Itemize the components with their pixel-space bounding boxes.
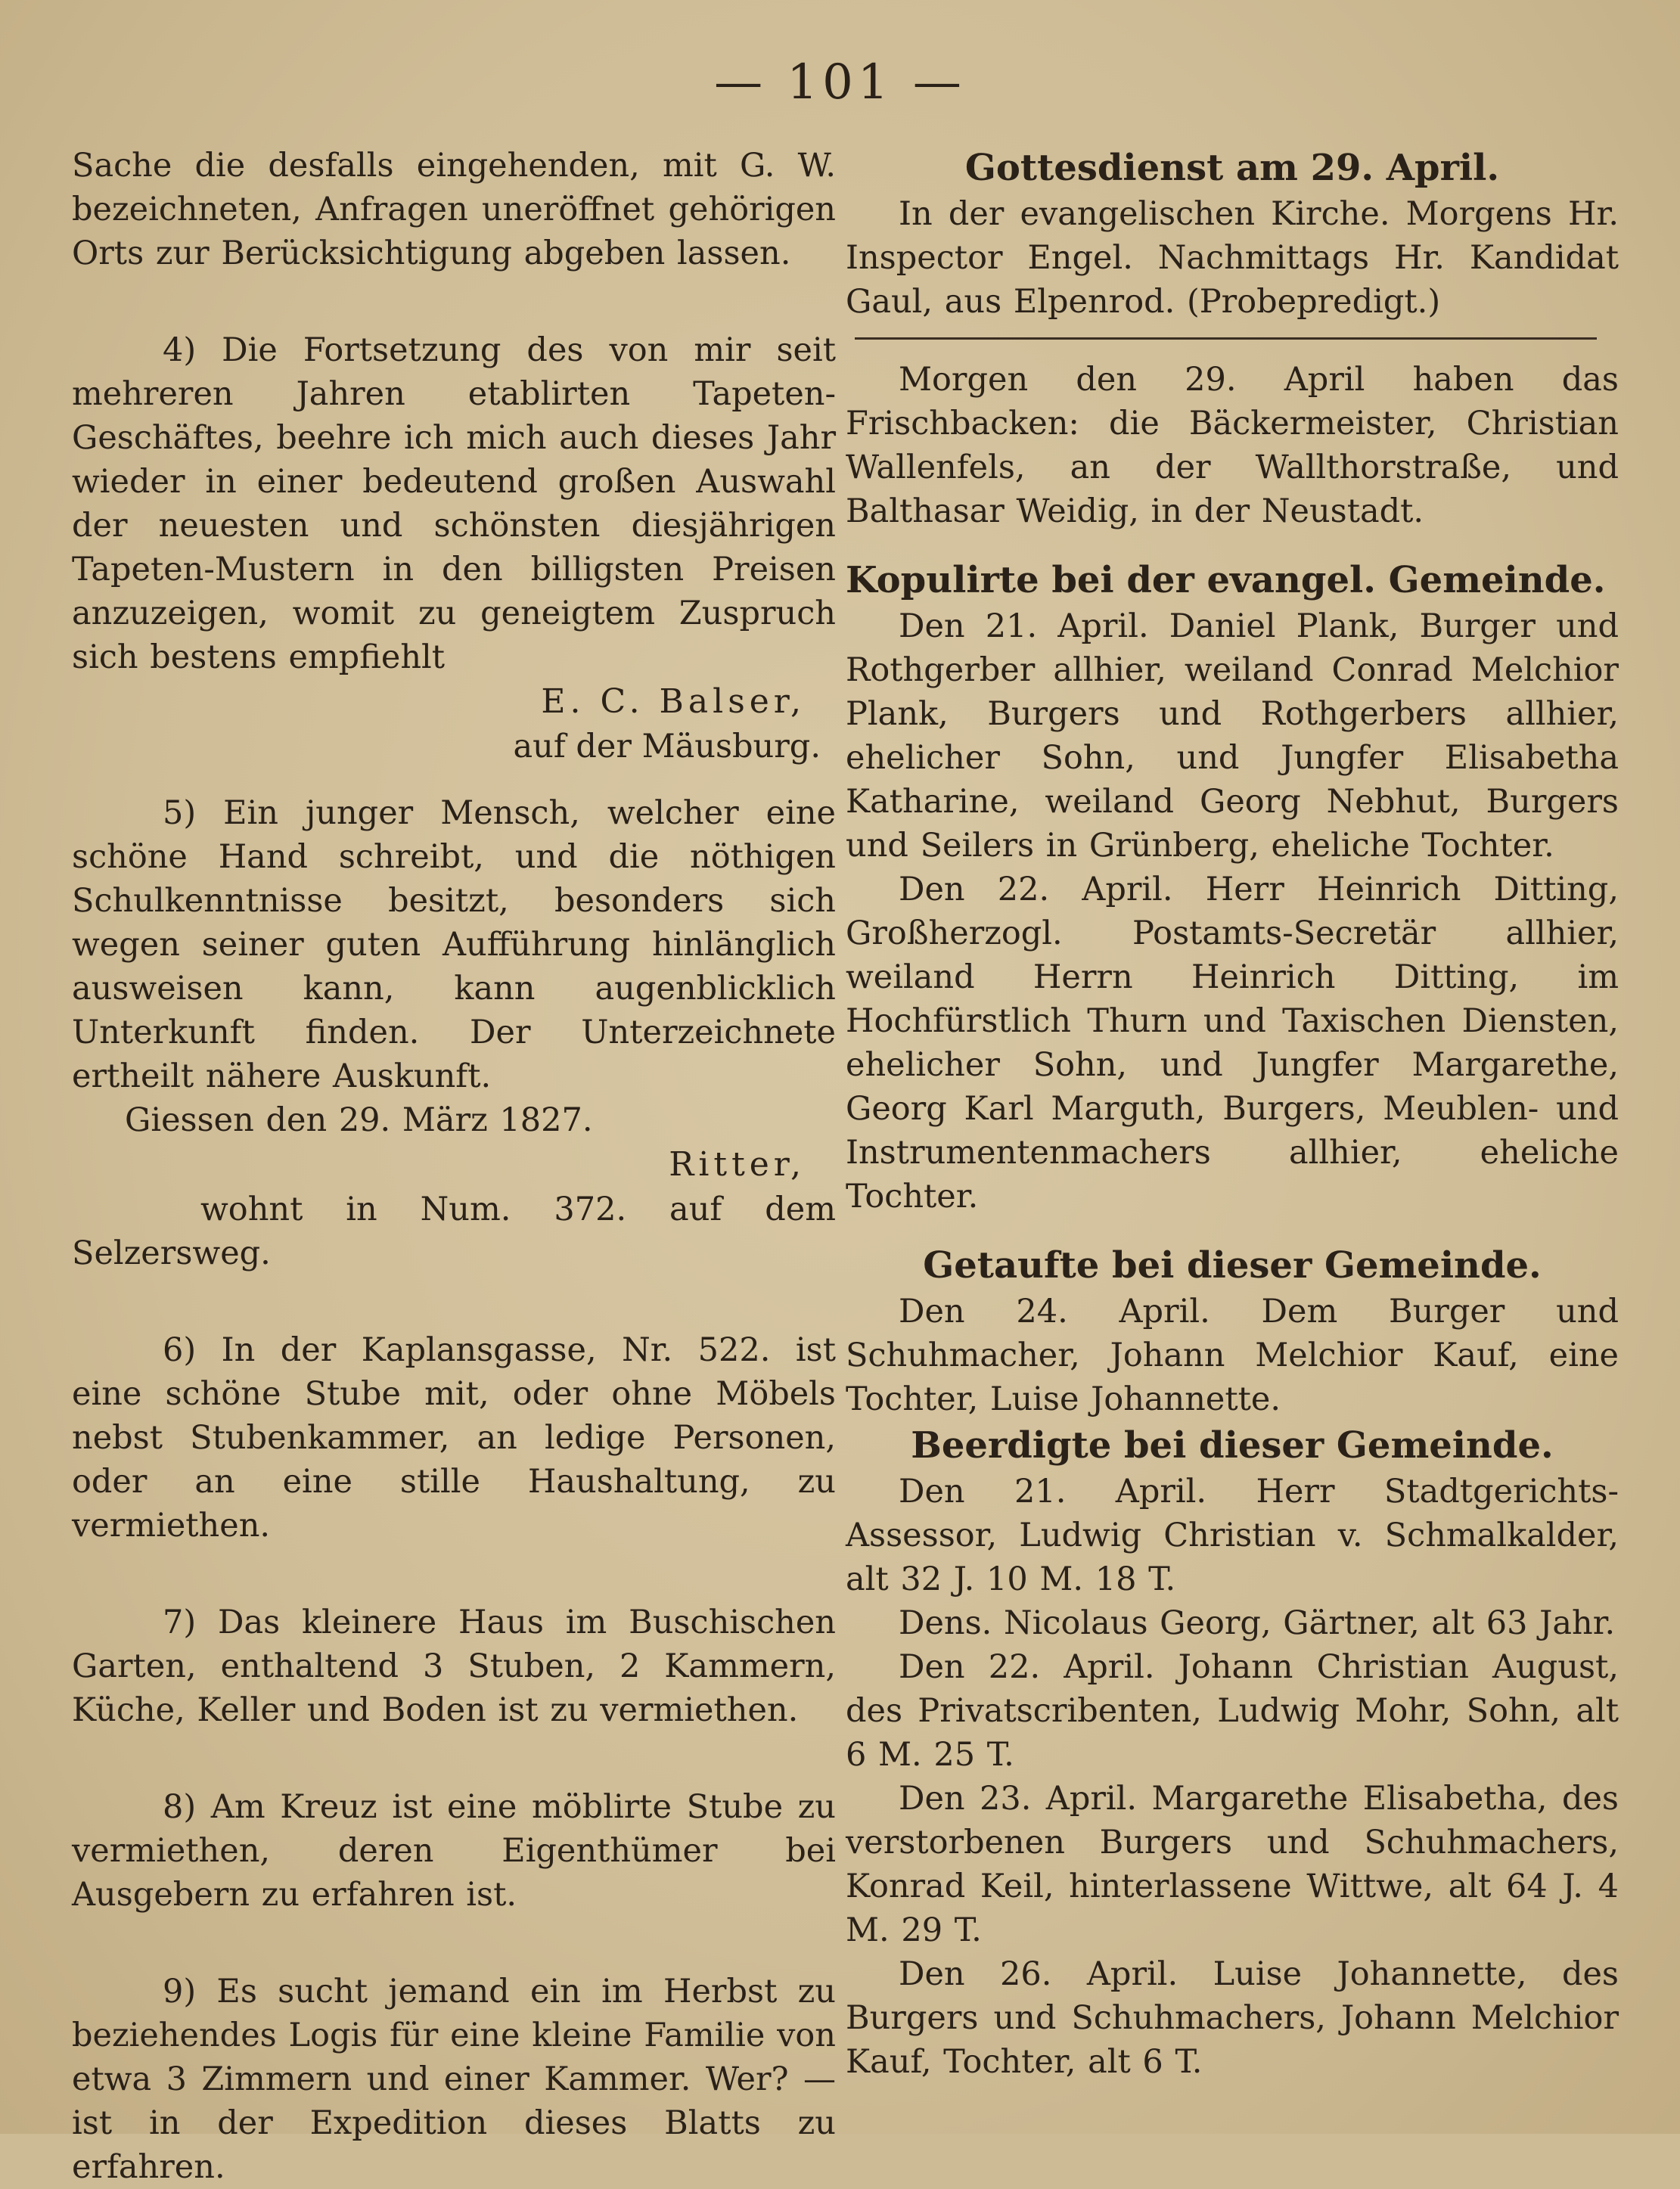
ad-5-date: Giessen den 29. März 1827. [125,1101,593,1139]
ad-8-text: 8) Am Kreuz ist eine möblirte Stube zu vermiethen, deren Eigenthümer bei Ausgebern zu erfahren ist. [72,1788,836,1914]
ad-4-text: 4) Die Fortsetzung des von mir seit mehreren Jahren etablirten Tapeten-Geschäftes, beehre ich mich auch dieses Jahr wieder in einer bedeutend großen Auswahl der neuesten und schönsten diesjährigen Tapeten-Mustern in den billigsten Preisen anzuzeigen, womit zu geneigtem Zuspruch sich bestens empfiehlt [72,331,836,676]
bakers-notice: Morgen den 29. April haben das Frischbacken: die Bäckermeister, Christian Wallenfels, an der Wallthorstraße, und Balthasar Weidig, in der Neustadt. [846,361,1619,530]
baptized-entry-1: Den 24. April. Dem Burger und Schuhmacher, Johann Melchior Kauf, eine Tochter, Luise Johannette. [846,1293,1619,1418]
buried-heading: Beerdigte bei dieser Gemeinde. [911,1424,1554,1467]
service-text: In der evangelischen Kirche. Morgens Hr. Inspector Engel. Nachmittags Hr. Kandidat Gaul, aus Elpenrod. (Probepredigt.) [846,195,1619,321]
left-column [72,144,836,2189]
ad-9-text: 9) Es sucht jemand ein im Herbst zu beziehendes Logis für eine kleine Familie von etwa 3 Zimmern und einer Kammer. Wer? — ist in der Expedition dieses Blatts zu erfahren. [72,1973,836,2186]
buried-entry-3: Den 22. April. Johann Christian August, des Privatscribenten, Ludwig Mohr, Sohn, alt 6 M. 25 T. [846,1648,1619,1774]
ad-5-text: 5) Ein junger Mensch, welcher eine schöne Hand schreibt, und die nöthigen Schulkenntnisse besitzt, besonders sich wegen seiner guten Aufführung hinlänglich ausweisen kann, kann augenblicklich Unterkunft finden. Der Unterzeichnete ertheilt nähere Auskunft. [72,794,836,1095]
married-entry-1: Den 21. April. Daniel Plank, Burger und Rothgerber allhier, weiland Conrad Melchior Plank, Burgers und Rothgerbers allhier, ehelicher Sohn, und Jungfer Elisabetha Katharine, weiland Georg Nebhut, Burgers und Seilers in Grünberg, eheliche Tochter. [846,607,1619,865]
ad-4-signature: E. C. Balser, [541,682,806,721]
section-divider [855,337,1597,340]
buried-entry-4: Den 23. April. Margarethe Elisabetha, des verstorbenen Burgers und Schuhmachers, Konrad Keil, hinterlassene Wittwe, alt 64 J. 4 M. 29 T. [846,1780,1619,1949]
intro-paragraph: Sache die desfalls eingehenden, mit G. W. bezeichneten, Anfragen uneröffnet gehörigen Orts zur Berücksichtigung abgeben lassen. [72,147,836,272]
married-entry-2: Den 22. April. Herr Heinrich Ditting, Großherzogl. Postamts-Secretär allhier, weiland Herrn Heinrich Ditting, im Hochfürstlich Thurn und Taxischen Diensten, ehelicher Sohn, und Jungfer Margarethe, Georg Karl Marguth, Burgers, Meublen- und Instrumentenmachers allhier, eheliche Tochter. [846,871,1619,1216]
page-number: — 101 — [714,54,966,110]
married-heading: Kopulirte bei der evangel. Gemeinde. [846,559,1606,601]
buried-entry-2: Dens. Nicolaus Georg, Gärtner, alt 63 Jahr. [899,1604,1616,1642]
buried-entry-1: Den 21. April. Herr Stadtgerichts-Assessor, Ludwig Christian v. Schmalkalder, alt 32 J. 10 M. 18 T. [846,1473,1619,1598]
service-heading: Gottesdienst am 29. April. [964,147,1500,189]
buried-entry-5: Den 26. April. Luise Johannette, des Burgers und Schuhmachers, Johann Melchior Kauf, Tochter, alt 6 T. [846,1955,1619,2081]
ad-5-address: wohnt in Num. 372. auf dem Selzersweg. [72,1191,836,1272]
ad-5-signature: Ritter, [669,1145,806,1184]
baptized-heading: Getaufte bei dieser Gemeinde. [923,1244,1542,1287]
ad-6-text: 6) In der Kaplansgasse, Nr. 522. ist eine schöne Stube mit, oder ohne Möbels nebst Stubenkammer, an ledige Personen, oder an eine stille Haushaltung, zu vermiethen. [72,1331,836,1545]
right-column [846,144,1619,2084]
ad-7-text: 7) Das kleinere Haus im Buschischen Garten, enthaltend 3 Stuben, 2 Kammern, Küche, Keller und Boden ist zu vermiethen. [72,1604,836,1729]
ad-4-location: auf der Mäusburg. [513,728,821,765]
